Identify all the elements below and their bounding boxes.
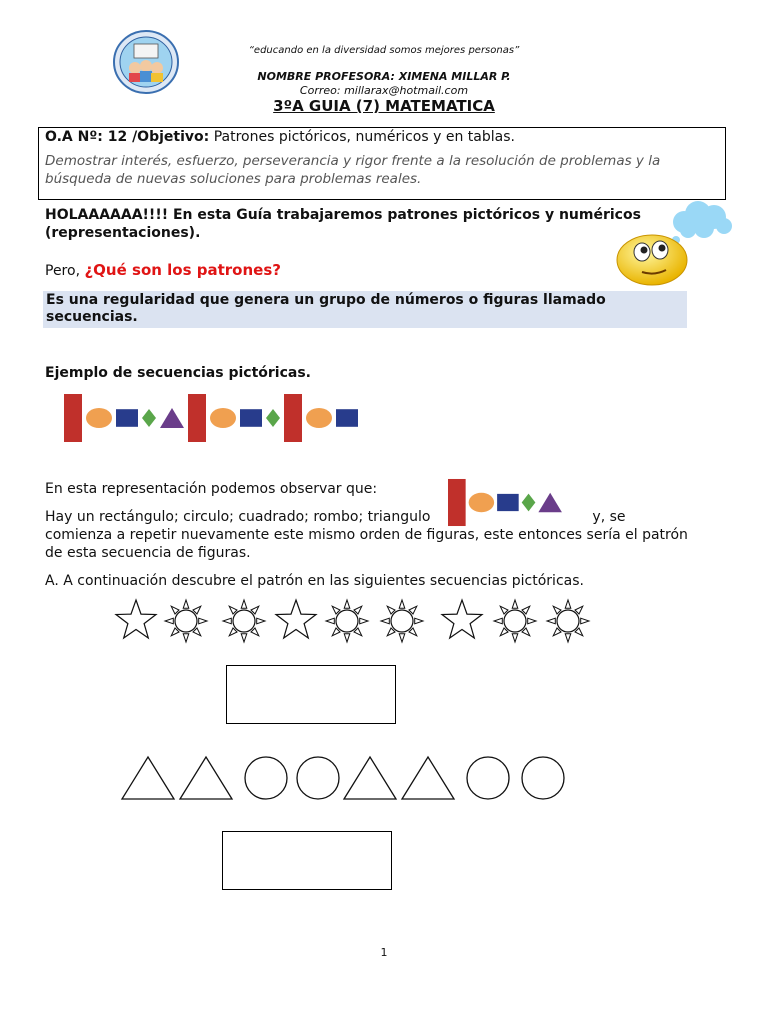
- example-pattern-sequence: [62, 393, 422, 445]
- explanation-text: [45, 508, 695, 562]
- square-shape: [336, 409, 358, 427]
- objective-text: Patrones pictóricos, numéricos y en tablas.: [213, 129, 515, 145]
- teacher-email: Correo: millarax@hotmail.com: [299, 84, 469, 97]
- sun-icon: [494, 600, 536, 642]
- task-a-instruction: A. A continuación descubre el patrón en las siguientes secuencias pictóricas.: [45, 573, 584, 589]
- triangle-outline-shape: [344, 757, 396, 799]
- circle-shape: [86, 408, 112, 428]
- sun-icon: [223, 600, 265, 642]
- circle-outline-shape: [467, 757, 509, 799]
- question-prefix: Pero,: [45, 263, 81, 279]
- circle-outline-shape: [297, 757, 339, 799]
- triangle-circle-sequence: [118, 752, 573, 802]
- star-icon: [276, 600, 316, 638]
- rhombus-shape: [142, 409, 156, 427]
- patterns-question: [45, 261, 281, 279]
- star-sun-sequence: [112, 596, 592, 646]
- objective-label: O.A Nº: 12 /Objetivo:: [45, 129, 210, 145]
- question-highlight: ¿Qué son los patrones?: [84, 261, 281, 279]
- example-heading: Ejemplo de secuencias pictóricas.: [45, 365, 311, 381]
- answer-box-1[interactable]: [226, 665, 396, 724]
- intro-text: HOLAAAAAA!!!! En esta Guía trabajaremos patrones pictóricos y numéricos (representaciones).: [45, 207, 641, 241]
- sun-icon: [547, 600, 589, 642]
- explain-end: y, se comienza a repetir nuevamente este mismo orden de figuras, este entonces sería el patrón de esta secuencia de figuras.: [45, 509, 688, 561]
- sun-icon: [165, 600, 207, 642]
- objective-box: [38, 127, 726, 200]
- rectangle-shape: [64, 394, 82, 442]
- answer-box-2[interactable]: [222, 831, 392, 890]
- rectangle-shape: [284, 394, 302, 442]
- triangle-shape: [160, 408, 184, 428]
- guide-title: 3ºA GUIA (7) MATEMATICA: [273, 97, 495, 115]
- definition-box: Es una regularidad que genera un grupo de números o figuras llamado secuencias.: [43, 291, 687, 328]
- circle-outline-shape: [245, 757, 287, 799]
- sun-icon: [381, 600, 423, 642]
- star-icon: [442, 600, 482, 638]
- rhombus-shape: [266, 409, 280, 427]
- teacher-name: NOMBRE PROFESORA: XIMENA MILLAR P.: [257, 70, 511, 83]
- circle-shape: [306, 408, 332, 428]
- triangle-outline-shape: [180, 757, 232, 799]
- thinking-smiley-icon: [612, 200, 734, 288]
- square-shape: [240, 409, 262, 427]
- objective-line: [45, 129, 719, 145]
- square-shape: [116, 409, 138, 427]
- observe-text: En esta representación podemos observar que:: [45, 481, 378, 497]
- triangle-outline-shape: [402, 757, 454, 799]
- school-motto: “educando en la diversidad somos mejores personas”: [248, 45, 520, 56]
- circle-outline-shape: [522, 757, 564, 799]
- triangle-outline-shape: [122, 757, 174, 799]
- explain-start: Hay un rectángulo; circulo; cuadrado; rombo; triangulo: [45, 509, 431, 525]
- circle-shape: [210, 408, 236, 428]
- rectangle-shape: [188, 394, 206, 442]
- page-number: 1: [380, 946, 388, 959]
- star-icon: [116, 600, 156, 638]
- sun-icon: [326, 600, 368, 642]
- objective-description: Demostrar interés, esfuerzo, perseverancia y rigor frente a la resolución de problemas y la búsqueda de nuevas soluciones para problemas reales.: [45, 153, 661, 187]
